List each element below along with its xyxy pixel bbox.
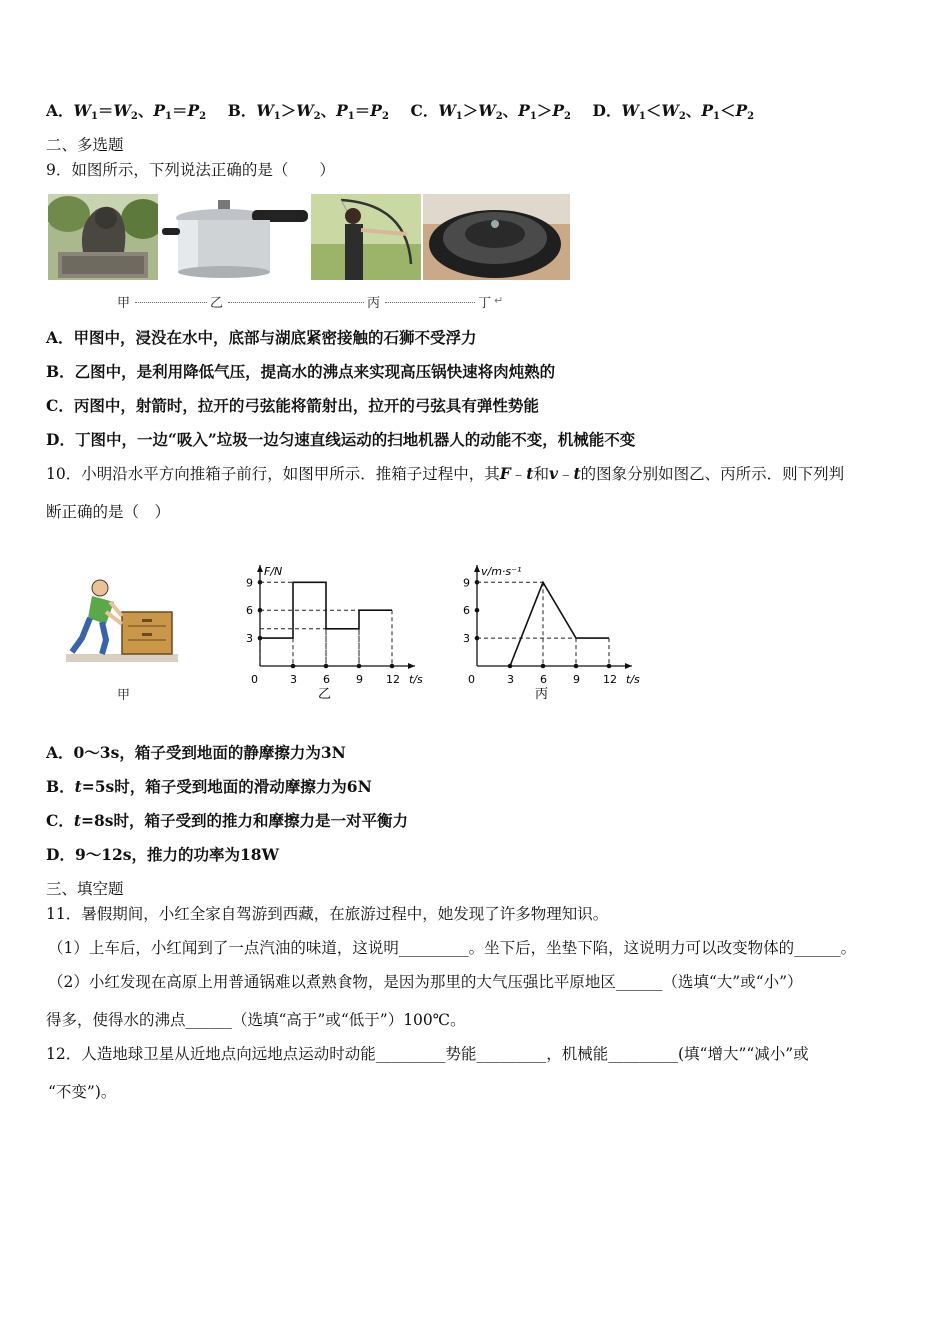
y-axis-label: v/m·s⁻¹ [481,565,522,578]
boy-pushing-box-figure [62,572,182,667]
caption-jia: 甲 [117,296,131,311]
chart-caption: 乙 [318,687,332,702]
caption-ding: 丁 [478,296,492,311]
archer-image [311,194,421,280]
x-tick-label: 3 [290,673,297,686]
caption-leader-2 [228,302,364,303]
y-tick-label: 3 [246,632,253,646]
q8-option-a: A．$W_1=W_2$、$P_1=P_2$ [46,101,207,122]
x-tick-label: 6 [323,673,330,686]
x-axis-arrow [408,663,415,669]
pressure-cooker-photo [160,194,308,280]
caption-yi: 乙 [210,296,224,311]
q11-stem: 11．暑假期间，小红全家自驾游到西藏，在旅游过程中，她发现了许多物理知识。 [46,905,609,923]
x-tick-label: 0 [468,673,475,686]
q10-option-a: A．0～3s，箱子受到地面的静摩擦力为3N [46,743,346,762]
x-tick-label: 12 [603,673,617,686]
caption-end-mark: ↵ [494,294,504,307]
x-axis-label: t/s [409,673,423,686]
q10-option-d: D．9～12s，推力的功率为18W [46,845,280,864]
velocity-time-chart [455,545,655,705]
q8-option-c: C．$W_1>W_2$、$P_1>P_2$ [410,101,571,122]
chart-caption: 丙 [535,687,549,702]
q12-line1: 12．人造地球卫星从近地点向远地点运动时动能_________势能_________，机械能_________(填“增大”“减小”或 [46,1045,809,1063]
q9-option-c: C．丙图中，射箭时，拉开的弓弦能将箭射出，拉开的弓弦具有弹性势能 [46,396,539,415]
pressure-cooker-image [160,194,308,280]
q10-option-b: B．t=5s时，箱子受到地面的滑动摩擦力为6N [46,777,372,796]
y-tick-label: 9 [246,576,253,590]
x-tick-label: 12 [386,673,400,686]
archery-photo [311,194,421,280]
lion-statue-image [48,194,158,280]
y-tick-label: 9 [463,576,470,590]
x-tick-label: 0 [251,673,258,686]
fig-label-jia: 甲 [117,688,131,703]
y-axis-arrow [257,565,263,572]
caption-leader-3 [385,302,475,303]
lion-statue-photo [48,194,158,280]
series-line [510,582,609,666]
x-tick-label: 3 [507,673,514,686]
y-tick-label: 6 [246,604,253,618]
force-time-chart [238,545,438,705]
x-axis-label: t/s [626,673,640,686]
section2-heading: 二、多选题 [46,136,124,154]
section3-heading: 三、填空题 [46,880,124,898]
q10-stem-line2: 断正确的是（ ） [46,503,171,521]
q9-option-a: A．甲图中，浸没在水中，底部与湖底紧密接触的石狮不受浮力 [46,328,477,347]
q11-part2: （2）小红发现在高原上用普通锅难以煮熟食物，是因为那里的大气压强比平原地区______（选填“大”或“小”） [48,973,803,991]
y-axis-arrow [474,565,480,572]
q9-stem: 9．如图所示，下列说法正确的是（ ） [46,161,335,179]
x-tick-label: 9 [573,673,580,686]
q11-part1: （1）上车后，小红闻到了一点汽油的味道，这说明_________。坐下后，坐垫下陷，这说明力可以改变物体的______。 [48,939,857,957]
y-tick-label: 3 [463,632,470,646]
robot-vacuum-photo [423,194,570,280]
x-axis-arrow [625,663,632,669]
y-axis-label: F/N [264,565,283,578]
q10-stem-line1: 10．小明沿水平方向推箱子前行，如图甲所示．推箱子过程中，其F﹣t和v﹣t的图象分别如图乙、丙所示．则下列判 [46,464,845,483]
y-tick-label: 6 [463,604,470,618]
q12-line2: “不变”)。 [48,1083,117,1101]
q8-option-d: D．$W_1<W_2$、$P_1<P_2$ [592,101,755,122]
q11-part3: 得多，使得水的沸点______（选填“高于”或“低于”）100℃。 [46,1011,466,1029]
x-tick-label: 6 [540,673,547,686]
q8-options [46,101,754,127]
caption-leader-1 [135,302,207,303]
q10-option-c: C．t=8s时，箱子受到的推力和摩擦力是一对平衡力 [46,811,409,830]
robot-vacuum-image [423,194,570,280]
caption-bing: 丙 [367,296,381,311]
q9-option-b: B．乙图中，是利用降低气压，提高水的沸点来实现高压锅快速将肉炖熟的 [46,362,556,381]
q9-option-d: D．丁图中，一边“吸入”垃圾一边匀速直线运动的扫地机器人的动能不变，机械能不变 [46,430,636,449]
x-tick-label: 9 [356,673,363,686]
y-tick-dot [475,608,480,613]
q8-option-b: B．$W_1>W_2$、$P_1=P_2$ [227,101,389,122]
